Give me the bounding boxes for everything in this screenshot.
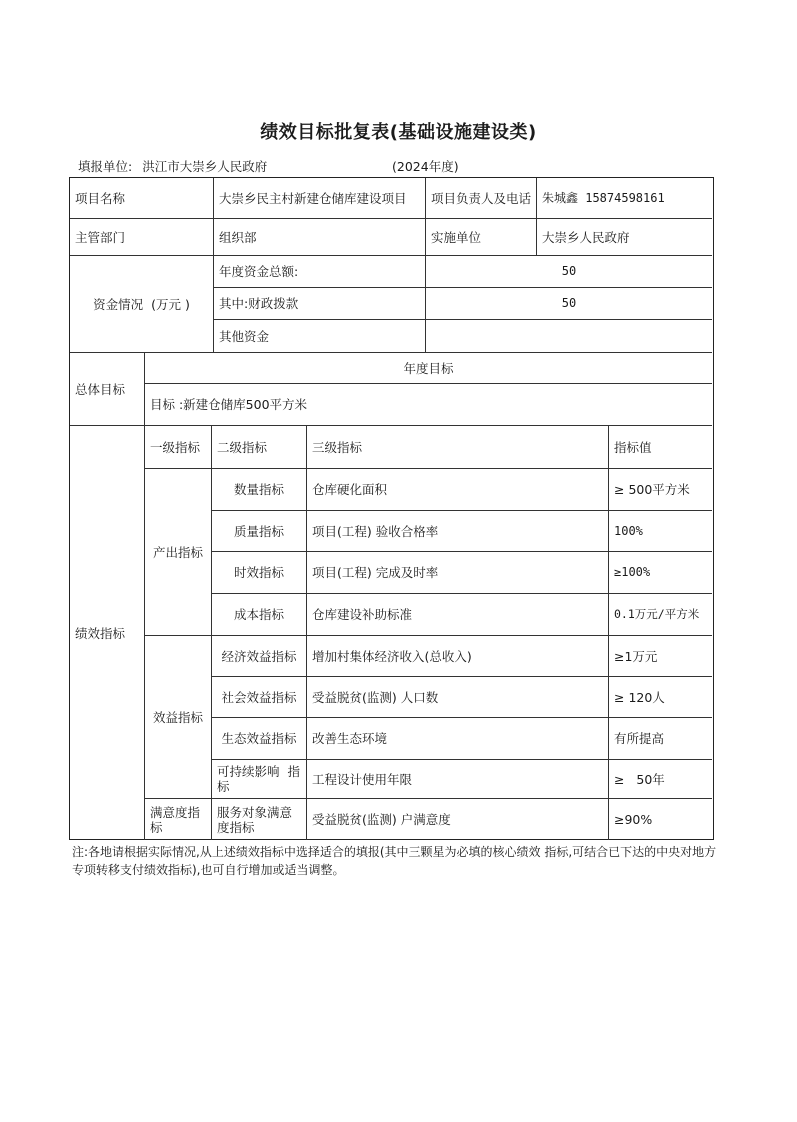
level2-economic: 经济效益指标 <box>212 636 307 677</box>
value-quantity: ≥ 500平方米 <box>609 469 712 511</box>
overall-label: 总体目标 <box>70 353 145 426</box>
funds-other-label: 其他资金 <box>214 320 426 353</box>
value-sustainability: ≥ 50年 <box>609 760 712 799</box>
report-year: (2024年度) <box>392 159 459 174</box>
level3-economic: 增加村集体经济收入(总收入) <box>307 636 609 677</box>
project-contact-label: 项目负责人及电话 <box>426 178 537 219</box>
level2-social: 社会效益指标 <box>212 677 307 718</box>
level2-quantity: 数量指标 <box>212 469 307 511</box>
level3-ecological: 改善生态环境 <box>307 718 609 760</box>
dept-value: 组织部 <box>214 219 426 256</box>
impl-label: 实施单位 <box>426 219 537 256</box>
page-title: 绩效目标批复表(基础设施建设类) <box>260 122 537 143</box>
project-contact-value: 朱城鑫 15874598161 <box>537 178 712 219</box>
value-quality: 100% <box>609 511 712 552</box>
header-level1: 一级指标 <box>145 426 212 469</box>
header-level3: 三级指标 <box>307 426 609 469</box>
level3-quantity: 仓库硬化面积 <box>307 469 609 511</box>
project-name-label: 项目名称 <box>70 178 214 219</box>
dept-label: 主管部门 <box>70 219 214 256</box>
level2-ecological: 生态效益指标 <box>212 718 307 760</box>
level2-sustainability: 可持续影响 指标 <box>212 760 307 799</box>
level3-sustainability: 工程设计使用年限 <box>307 760 609 799</box>
level1-satisfaction: 满意度指标 <box>145 799 212 840</box>
funds-fiscal-label: 其中:财政拨款 <box>214 288 426 320</box>
performance-label: 绩效指标 <box>70 426 145 840</box>
level3-quality: 项目(工程) 验收合格率 <box>307 511 609 552</box>
level1-benefit: 效益指标 <box>145 636 212 799</box>
funds-total-value: 50 <box>426 256 712 288</box>
annual-target-header: 年度目标 <box>145 353 712 384</box>
level3-timeliness: 项目(工程) 完成及时率 <box>307 552 609 594</box>
impl-value: 大崇乡人民政府 <box>537 219 712 256</box>
level3-satisfaction: 受益脱贫(监测) 户满意度 <box>307 799 609 840</box>
value-ecological: 有所提高 <box>609 718 712 760</box>
value-economic: ≥1万元 <box>609 636 712 677</box>
reporting-unit-label: 填报单位: <box>78 159 133 174</box>
level2-cost: 成本指标 <box>212 594 307 636</box>
reporting-unit <box>78 157 267 175</box>
level3-social: 受益脱贫(监测) 人口数 <box>307 677 609 718</box>
project-name-value: 大崇乡民主村新建仓储库建设项目 <box>214 178 426 219</box>
footnote: 注:各地请根据实际情况,从上述绩效指标中选择适合的填报(其中三颗星为必填的核心绩效 指标,可结合已下达的中央对地方专项转移支付绩效指标),也可自行增加或适当调整。 <box>72 845 717 877</box>
level2-timeliness: 时效指标 <box>212 552 307 594</box>
level1-output: 产出指标 <box>145 469 212 636</box>
value-social: ≥ 120人 <box>609 677 712 718</box>
performance-table <box>69 177 714 840</box>
level2-quality: 质量指标 <box>212 511 307 552</box>
funds-other-value <box>426 320 712 353</box>
header-value: 指标值 <box>609 426 712 469</box>
level3-cost: 仓库建设补助标准 <box>307 594 609 636</box>
funds-total-label: 年度资金总额: <box>214 256 426 288</box>
reporting-unit-value: 洪江市大崇乡人民政府 <box>142 159 268 174</box>
value-timeliness: ≥100% <box>609 552 712 594</box>
value-cost: 0.1万元/平方米 <box>609 594 712 636</box>
annual-target-goal: 目标 :新建仓储库500平方米 <box>145 384 712 426</box>
value-satisfaction: ≥90% <box>614 812 653 827</box>
level2-satisfaction: 服务对象满意度指标 <box>212 799 307 840</box>
funds-fiscal-value: 50 <box>426 288 712 320</box>
header-level2: 二级指标 <box>212 426 307 469</box>
funds-label: 资金情况 (万元 ) <box>70 256 214 353</box>
